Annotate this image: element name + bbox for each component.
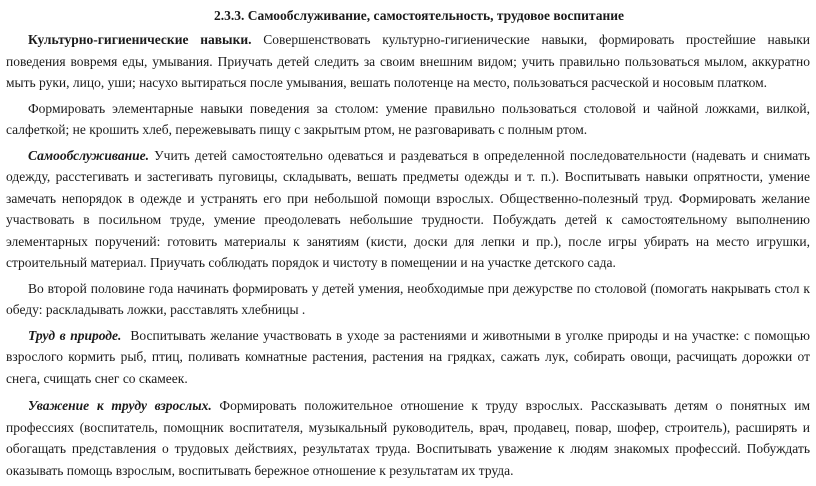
paragraph-text-self-service: Учить детей самостоятельно одеваться и раздеваться в определенной последовательности (надевать и снимать одежду, расстегивать и застегивать пуговицы, складывать, вешать предметы одежды и т. п.). Воспитывать навыки опрятности, умение замечать непорядок в одежде и устранять его при небольшой помощи взрослых. Общественно-полезный труд. Формировать желание участвовать в посильном труде, умение преодолевать небольшие трудности. Побуждать детей к самостоятельному выполнению элементарных поручений: готовить материалы к занятиям (кисти, доски для лепки и пр.), после игры убирать на место игрушки, строительный материал. Приучать соблюдать порядок и чистоту в помещении и на участке детского сада. [6, 147, 810, 270]
paragraph-text-nature-work: Воспитывать желание участвовать в уходе за растениями и животными в уголке природы и на участке: с помощью взрослого кормить рыб, птиц, поливать комнатные растения, растения на грядках, сажать лук, собирать овощи, расчищать дорожки от снега, счищать снег со скамеек. [6, 327, 814, 386]
paragraph-text-table-manners: Формировать элементарные навыки поведения за столом: умение правильно пользоваться столовой и чайной ложками, вилкой, салфеткой; не крошить хлеб, пережевывать пищу с закрытым ртом, не разговаривать с полным ртом. [6, 100, 810, 137]
paragraph-lead-self-service: Самообслуживание. [28, 147, 149, 163]
paragraph-text-hygiene: Совершенствовать культурно-гигиенические навыки, формировать простейшие навыки поведения вовремя еды, умывания. Приучать детей следить за своим внешним видом; учить правильно пользоваться мылом, аккуратно мыть руки, лицо, уши; насухо вытираться после умывания, вешать полотенце на место, пользоваться расческой и носовым платком. [6, 32, 810, 90]
paragraph-text-respect-for-labor: Формировать положительное отношение к труду взрослых. Рассказывать детям о понятных им профессиях (воспитатель, помощник воспитателя, музыкальный руководитель, врач, продавец, повар, шофер, строитель), расширять и обогащать представления о трудовых действиях, результатах труда. Воспитывать уважение к людям знакомых профессий. Побуждать оказывать помощь взрослым, воспитывать бережное отношение к результатам их труда. [6, 398, 810, 478]
paragraph-dining-duty [6, 278, 810, 321]
paragraph-lead-respect-for-labor: Уважение к труду взрослых. [28, 398, 212, 413]
paragraph-lead-hygiene: Культурно-гигиенические навыки. [28, 32, 252, 47]
paragraph-table-manners [6, 98, 810, 141]
paragraph-nature-work [6, 325, 814, 390]
paragraph-lead-nature-work: Труд в природе. [28, 327, 122, 343]
paragraph-respect-for-labor [6, 395, 810, 481]
paragraph-self-service [6, 145, 810, 274]
section-title: 2.3.3. Самообслуживание, самостоятельность, трудовое воспитание [213, 8, 625, 23]
paragraph-hygiene-skills [6, 29, 810, 94]
paragraph-text-dining-duty: Во второй половине года начинать формировать у детей умения, необходимые при дежурстве по столовой (помогать накрывать стол к обеду: раскладывать ложки, расставлять хлебницы . [6, 280, 810, 317]
